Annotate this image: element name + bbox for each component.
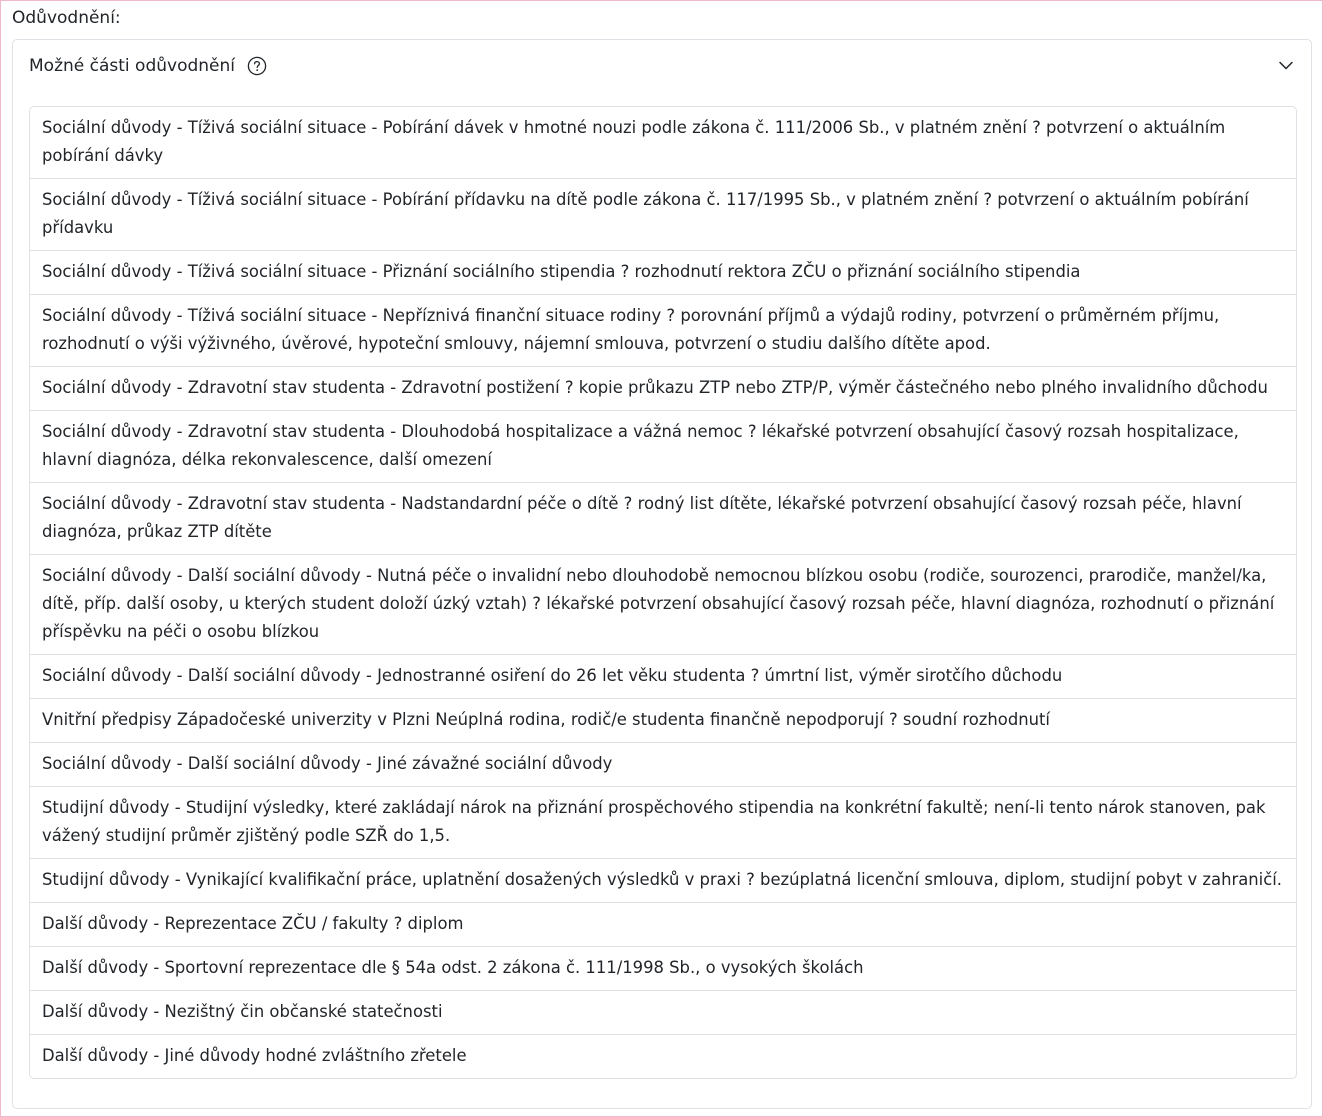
list-item: Studijní důvody - Vynikající kvalifikační práce, uplatnění dosažených výsledků v praxi ? bezúplatná licenční smlouva, diplom, studijní pobyt v zahraničí. [30, 858, 1296, 902]
list-item: Sociální důvody - Další sociální důvody - Jednostranné osiření do 26 let věku studenta ? úmrtní list, výměr sirotčího důchodu [30, 654, 1296, 698]
reasons-accordion [12, 39, 1312, 1109]
list-item: Další důvody - Sportovní reprezentace dle § 54a odst. 2 zákona č. 111/1998 Sb., o vysokých školách [30, 946, 1296, 990]
list-item: Studijní důvody - Studijní výsledky, které zakládají nárok na přiznání prospěchového stipendia na konkrétní fakultě; není-li tento nárok stanoven, pak vážený studijní průměr zjištěný podle SZŘ do 1,5. [30, 786, 1296, 858]
list-item: Sociální důvody - Tíživá sociální situace - Pobírání dávek v hmotné nouzi podle zákona č. 111/2006 Sb., v platném znění ? potvrzení o aktuálním pobírání dávky [42, 118, 1226, 165]
list-item: Další důvody - Reprezentace ZČU / fakulty ? diplom [30, 902, 1296, 946]
list-item: Vnitřní předpisy Západočeské univerzity v Plzni Neúplná rodina, rodič/e studenta finančně nepodporují ? soudní rozhodnutí [30, 698, 1296, 742]
list-item: Sociální důvody - Tíživá sociální situace - Nepříznivá finanční situace rodiny ? porovnání příjmů a výdajů rodiny, potvrzení o průměrném příjmu, rozhodnutí o výši výživného, úvěrové, hypoteční smlouvy, nájemní smlouva, potvrzení o studiu dalšího dítěte apod. [30, 294, 1296, 366]
list-item: Sociální důvody - Zdravotní stav studenta - Dlouhodobá hospitalizace a vážná nemoc ? lékařské potvrzení obsahující časový rozsah hospitalizace, hlavní diagnóza, délka rekonvalescence, další omezení [30, 410, 1296, 482]
section-label: Odůvodnění: [12, 8, 121, 28]
question-circle-icon[interactable] [247, 56, 267, 76]
list-item: Sociální důvody - Tíživá sociální situace - Pobírání přídavku na dítě podle zákona č. 117/1995 Sb., v platném znění ? potvrzení o aktuálním pobírání přídavku [30, 178, 1296, 250]
accordion-title: Možné části odůvodnění [29, 56, 235, 76]
chevron-down-icon[interactable] [1277, 56, 1295, 74]
list-item: Sociální důvody - Další sociální důvody - Nutná péče o invalidní nebo dlouhodobě nemocnou blízkou osobu (rodiče, sourozenci, prarodiče, manžel/ka, dítě, příp. další osoby, u kterých student doloží úzký vztah) ? lékařské potvrzení obsahující časový rozsah péče, hlavní diagnóza, rozhodnutí o přiznání příspěvku na péči o osobu blízkou [30, 554, 1296, 654]
list-item: Sociální důvody - Zdravotní stav studenta - Nadstandardní péče o dítě ? rodný list dítěte, lékařské potvrzení obsahující časový rozsah péče, hlavní diagnóza, průkaz ZTP dítěte [30, 482, 1296, 554]
list-item: Další důvody - Nezištný čin občanské statečnosti [30, 990, 1296, 1034]
accordion-header[interactable] [13, 40, 1311, 92]
list-item: Sociální důvody - Zdravotní stav studenta - Zdravotní postižení ? kopie průkazu ZTP nebo ZTP/P, výměr částečného nebo plného invalidního důchodu [30, 366, 1296, 410]
list-item: Sociální důvody - Další sociální důvody - Jiné závažné sociální důvody [30, 742, 1296, 786]
list-item: Sociální důvody - Tíživá sociální situace - Přiznání sociálního stipendia ? rozhodnutí rektora ZČU o přiznání sociálního stipendia [30, 250, 1296, 294]
reasons-list [29, 106, 1297, 1079]
list-item: Další důvody - Jiné důvody hodné zvláštního zřetele [30, 1034, 1296, 1078]
